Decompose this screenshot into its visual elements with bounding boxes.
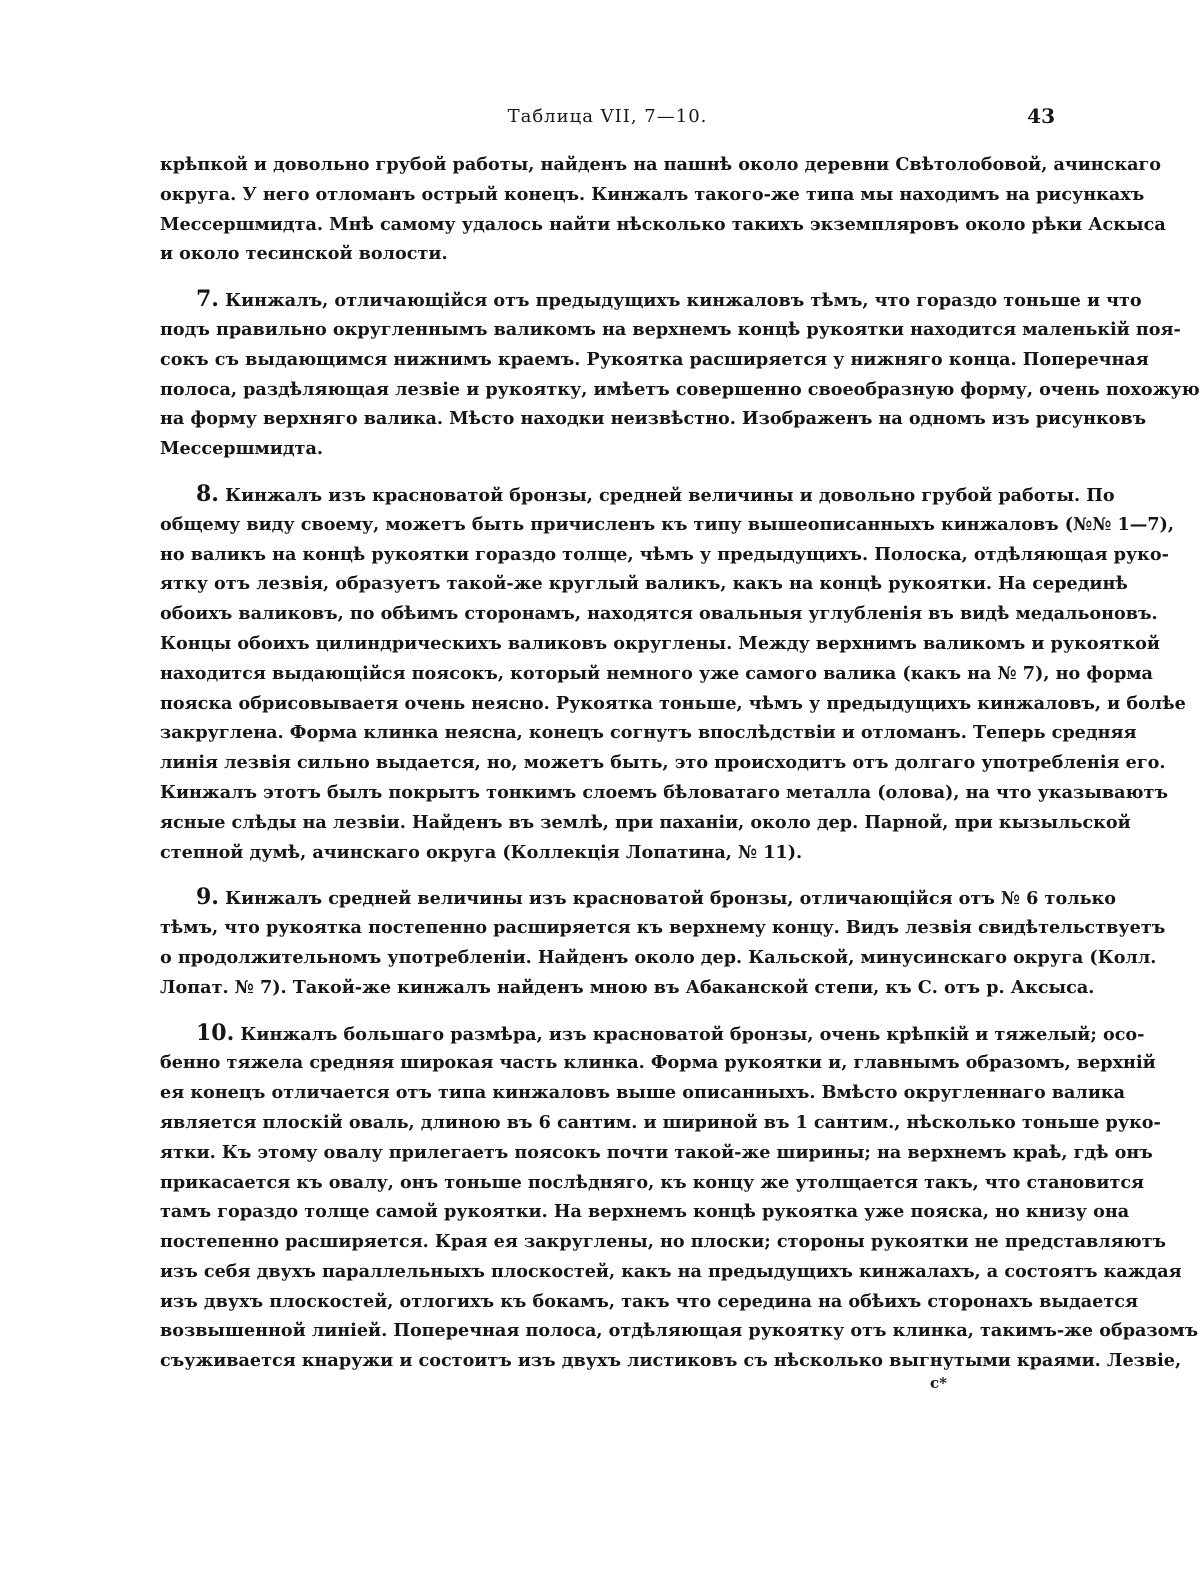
paragraph-gap: [160, 867, 1055, 883]
text-line: линія лезвія сильно выдается, но, можетъ быть, это происходитъ отъ долгаго употребленія его.: [160, 752, 1166, 774]
text-line: изъ себя двухъ параллельныхъ плоскостей, какъ на предыдущихъ кинжалахъ, а состоятъ каждая: [160, 1260, 1182, 1282]
signature-mark: с*: [930, 1374, 947, 1392]
paragraph: [160, 150, 1166, 269]
paragraph-number: 8.: [196, 480, 219, 507]
page-header: [160, 104, 1055, 134]
text-line: прикасается къ овалу, онъ тоньше послѣдняго, къ концу же утолщается такъ, что становится: [160, 1171, 1145, 1193]
text-line: о продолжительномъ употребленіи. Найденъ около дер. Кальской, минусинскаго округа (Колл.: [160, 946, 1157, 968]
text-line: и около тесинской волости.: [160, 243, 448, 265]
text-line: общему виду своему, можетъ быть причисленъ къ типу вышеописанныхъ кинжаловъ (№№ 1—7),: [160, 513, 1175, 535]
paragraph: [160, 883, 1166, 1002]
text-line: Мессершмидта.: [160, 438, 323, 460]
text-line: полоса, раздѣляющая лезвіе и рукоятку, имѣетъ совершенно своеобразную форму, очень похожую: [160, 378, 1200, 400]
text-line: 10. Кинжалъ большаго размѣра, изъ красноватой бронзы, очень крѣпкій и тяжелый; осо-: [196, 1019, 1145, 1046]
text-line: подъ правильно округленнымъ валикомъ на верхнемъ концѣ рукоятки находится маленькій поя-: [160, 318, 1181, 340]
text-line: но валикъ на концѣ рукоятки гораздо толще, чѣмъ у предыдущихъ. Полоска, отдѣляющая руко-: [160, 543, 1169, 565]
text-line: съуживается кнаружи и состоитъ изъ двухъ листиковъ съ нѣсколько выгнутыми краями. Лезвіе,: [160, 1350, 1182, 1372]
paragraph-number: 9.: [196, 884, 219, 911]
text-line: степной думѣ, ачинскаго округа (Коллекція Лопатина, № 11).: [160, 841, 803, 863]
paragraph: [160, 1019, 1199, 1377]
paragraph: [160, 285, 1200, 464]
text-line: находится выдающійся поясокъ, который немного уже самого валика (какъ на № 7), но форма: [160, 662, 1153, 684]
paragraph-gap: [160, 269, 1055, 285]
text-line: на форму верхняго валика. Мѣсто находки неизвѣстно. Изображенъ на одномъ изъ рисунковъ: [160, 408, 1147, 430]
text-line: Лопат. № 7). Такой-же кинжалъ найденъ мною въ Абаканской степи, къ С. отъ р. Аксыса.: [160, 976, 1095, 998]
paragraph-number: 7.: [196, 286, 219, 313]
text-line: ея конецъ отличается отъ типа кинжаловъ выше описанныхъ. Вмѣсто округленнаго валика: [160, 1082, 1125, 1104]
text-line: Концы обоихъ цилиндрическихъ валиковъ округлены. Между верхнимъ валикомъ и рукояткой: [160, 632, 1160, 654]
text-line: 9. Кинжалъ средней величины изъ красноватой бронзы, отличающійся отъ № 6 только: [196, 884, 1116, 911]
text-line: возвышенной линіей. Поперечная полоса, отдѣляющая рукоятку отъ клинка, такимъ-же образомъ: [160, 1320, 1199, 1342]
paragraph-number: 10.: [196, 1019, 235, 1046]
body-text: [160, 150, 1200, 1376]
text-line: бенно тяжела средняя широкая часть клинка. Форма рукоятки и, главнымъ образомъ, верхній: [160, 1052, 1156, 1074]
text-line: 8. Кинжалъ изъ красноватой бронзы, средней величины и довольно грубой работы. По: [196, 480, 1115, 507]
paragraph: [160, 480, 1186, 867]
text-line: сокъ съ выдающимся нижнимъ краемъ. Рукоятка расширяется у нижняго конца. Поперечная: [160, 348, 1149, 370]
text-line: Мессершмидта. Мнѣ самому удалось найти нѣсколько такихъ экземпляровъ около рѣки Аскыса: [160, 213, 1166, 235]
text-line: тѣмъ, что рукоятка постепенно расширяется къ верхнему концу. Видъ лезвія свидѣтельствуетъ: [160, 917, 1166, 939]
text-line: тамъ гораздо толще самой рукоятки. На верхнемъ концѣ рукоятка уже пояска, но книзу она: [160, 1201, 1130, 1223]
text-line: постепенно расширяется. Края ея закруглены, но плоски; стороны рукоятки не представляютъ: [160, 1231, 1167, 1253]
text-line: пояска обрисовываетя очень неясно. Рукоятка тоньше, чѣмъ у предыдущихъ кинжаловъ, и болѣе: [160, 692, 1186, 714]
text-line: 7. Кинжалъ, отличающійся отъ предыдущихъ кинжаловъ тѣмъ, что гораздо тоньше и что: [196, 286, 1142, 313]
text-line: округа. У него отломанъ острый конецъ. Кинжалъ такого-же типа мы находимъ на рисункахъ: [160, 183, 1145, 205]
text-line: ятку отъ лезвія, образуетъ такой-же круглый валикъ, какъ на концѣ рукоятки. На серединѣ: [160, 573, 1128, 595]
text-line: закруглена. Форма клинка неясна, конецъ согнутъ впослѣдствіи и отломанъ. Теперь средняя: [160, 722, 1137, 744]
paragraph-gap: [160, 1003, 1055, 1019]
text-line: является плоскій оваль, длиною въ 6 сантим. и шириной въ 1 сантим., нѣсколько тоньше руко-: [160, 1111, 1161, 1133]
text-line: изъ двухъ плоскостей, отлогихъ къ бокамъ, такъ что середина на обѣихъ сторонахъ выдается: [160, 1290, 1138, 1312]
page-number: 43: [1027, 104, 1055, 128]
text-line: обоихъ валиковъ, по обѣимъ сторонамъ, находятся овальныя углубленія въ видѣ медальоновъ.: [160, 603, 1158, 625]
text-line: крѣпкой и довольно грубой работы, найденъ на пашнѣ около деревни Свѣтолобовой, ачинскаго: [160, 154, 1161, 175]
text-line: ясные слѣды на лезвіи. Найденъ въ землѣ, при паханіи, около дер. Парной, при кызыльской: [160, 811, 1131, 833]
text-line: ятки. Къ этому овалу прилегаетъ поясокъ почти такой-же ширины; на верхнемъ краѣ, гдѣ онъ: [160, 1141, 1153, 1163]
running-title: Таблица VII, 7—10.: [507, 106, 708, 127]
text-line: Кинжалъ этотъ былъ покрытъ тонкимъ слоемъ бѣловатаго металла (олова), на что указываютъ: [160, 781, 1168, 803]
paragraph-gap: [160, 464, 1055, 480]
